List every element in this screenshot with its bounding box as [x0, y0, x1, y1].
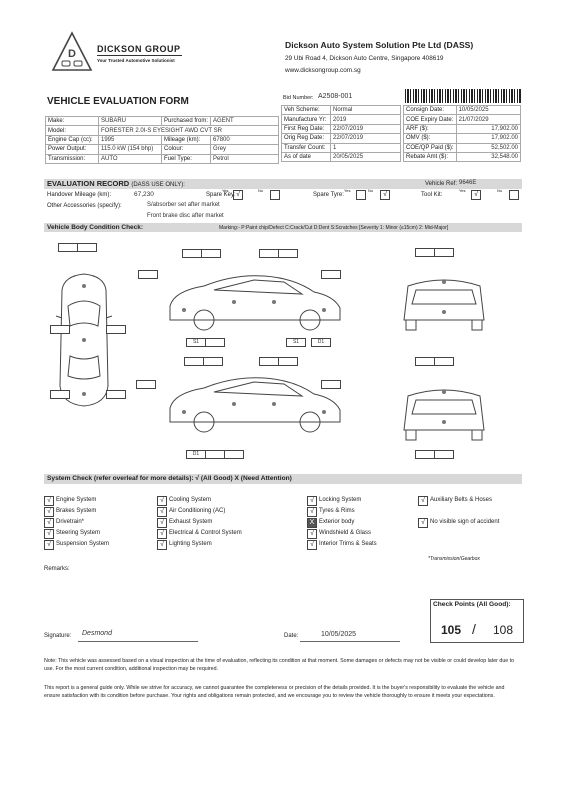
- system-check-box[interactable]: √: [307, 529, 317, 539]
- system-check-box[interactable]: √: [44, 507, 54, 517]
- model-value: FORESTER 2.0I-S EYESIGHT AWD CVT SR: [99, 126, 279, 135]
- model-label: Model:: [46, 126, 99, 135]
- scheme-label: Veh Scheme:: [282, 106, 331, 115]
- damage-box[interactable]: [184, 357, 204, 366]
- system-check-box[interactable]: √: [157, 529, 167, 539]
- system-row: [44, 507, 144, 518]
- system-col-2: [157, 496, 297, 551]
- power-row: [46, 145, 279, 154]
- accessory-item: S/absorber set after market: [147, 202, 220, 208]
- transfer-value: 1: [331, 143, 401, 152]
- damage-box[interactable]: [205, 450, 225, 459]
- damage-mark-s1[interactable]: S1: [186, 338, 206, 347]
- spare-tyre-yes-box[interactable]: [356, 190, 366, 200]
- company-address: 29 Ubi Road 4, Dickson Auto Centre, Singapore 408619: [285, 55, 444, 62]
- eval-title-text: EVALUATION RECORD: [47, 179, 130, 188]
- orig-reg-label: Orig Reg Date:: [282, 134, 331, 143]
- barcode: [405, 89, 521, 103]
- system-check-box-attention[interactable]: X: [307, 518, 317, 528]
- system-check-box[interactable]: √: [157, 518, 167, 528]
- system-label: Suspension System: [56, 541, 110, 547]
- asof-label: As of date: [282, 152, 331, 161]
- damage-box[interactable]: [205, 338, 225, 347]
- tool-kit-yes-box[interactable]: √: [471, 190, 481, 200]
- system-row: [307, 507, 417, 518]
- coe-paid-label: COE/QP Paid ($):: [404, 143, 457, 152]
- power-label: Power Output:: [46, 145, 99, 154]
- damage-mark-s1[interactable]: S1: [286, 338, 306, 347]
- system-label: Lighting System: [169, 541, 212, 547]
- damage-box[interactable]: [415, 450, 435, 459]
- manuf-value: 2019: [331, 115, 401, 124]
- system-row: [307, 518, 417, 529]
- colour-label: Colour:: [162, 145, 211, 154]
- system-check-box[interactable]: √: [418, 518, 428, 528]
- system-row: [307, 496, 417, 507]
- body-check-title: Vehicle Body Condition Check:: [47, 224, 144, 231]
- system-check-box[interactable]: √: [157, 507, 167, 517]
- date-value: 10/05/2025: [321, 631, 357, 638]
- signature-name: Desmond: [82, 630, 112, 637]
- system-check-box[interactable]: √: [44, 496, 54, 506]
- system-check-box[interactable]: √: [157, 496, 167, 506]
- damage-box[interactable]: [434, 450, 454, 459]
- scheme-row: [282, 106, 401, 115]
- signature-label: Signature:: [44, 633, 72, 639]
- group-rule: [97, 55, 182, 56]
- date-line: [300, 641, 400, 642]
- make-value: SUBARU: [99, 117, 162, 126]
- company-logo: [50, 30, 94, 74]
- fuel-label: Fuel Type:: [162, 154, 211, 163]
- trans-label: Transmission:: [46, 154, 99, 163]
- accessory-item: Front brake disc after market: [147, 213, 224, 219]
- system-label: Brakes System: [56, 508, 97, 514]
- model-row: [46, 126, 279, 135]
- system-check-box[interactable]: √: [418, 496, 428, 506]
- system-col-4: [418, 496, 522, 529]
- system-label: No visible sign of accident: [430, 519, 500, 525]
- system-check-box[interactable]: √: [307, 496, 317, 506]
- orig-reg-value: 22/07/2019: [331, 134, 401, 143]
- first-reg-value: 22/07/2019: [331, 124, 401, 133]
- vehicle-ref-value: 9646E: [459, 180, 477, 186]
- group-name: DICKSON GROUP: [97, 44, 181, 54]
- damage-box[interactable]: [434, 357, 454, 366]
- spare-key-no-label: No: [258, 188, 264, 193]
- system-row: [307, 540, 417, 551]
- transfer-label: Transfer Count:: [282, 143, 331, 152]
- damage-box[interactable]: [321, 270, 341, 279]
- system-row: [418, 518, 522, 529]
- consign-label: Consign Date:: [404, 106, 457, 115]
- system-row: [44, 496, 144, 507]
- rebate-value: 32,548.00: [456, 152, 520, 161]
- make-row: [46, 117, 279, 126]
- system-label: Electrical & Control System: [169, 530, 242, 536]
- system-check-box[interactable]: √: [44, 518, 54, 528]
- damage-mark-d1[interactable]: D1: [311, 338, 331, 347]
- damage-box[interactable]: [203, 357, 223, 366]
- checkpoints-slash: /: [472, 621, 476, 637]
- coe-paid-row: [404, 143, 521, 152]
- coe-exp-row: [404, 115, 521, 124]
- omv-value: 17,902.00: [456, 134, 520, 143]
- arf-label: ARF ($):: [404, 124, 457, 133]
- tool-kit-label: Tool Kit:: [421, 192, 443, 198]
- spare-key-no-box[interactable]: [270, 190, 280, 200]
- damage-box[interactable]: [415, 248, 435, 257]
- system-row: [157, 540, 297, 551]
- checkpoints-good: 105: [441, 623, 462, 637]
- omv-row: [404, 134, 521, 143]
- tool-kit-yes-label: Yes: [459, 188, 466, 193]
- form-title: VEHICLE EVALUATION FORM: [47, 96, 189, 107]
- system-footnote: *Transmission/Gearbox: [428, 556, 480, 562]
- mileage-label: Mileage (km):: [162, 135, 211, 144]
- damage-mark-d1[interactable]: D1: [186, 450, 206, 459]
- mileage-value: 67800: [211, 135, 279, 144]
- tool-kit-no-label: No: [497, 188, 503, 193]
- system-col-3: [307, 496, 417, 551]
- consign-value: 10/05/2025: [456, 106, 520, 115]
- make-label: Make:: [46, 117, 99, 126]
- transfer-row: [282, 143, 401, 152]
- fuel-value: Petrol: [211, 154, 279, 163]
- trans-value: AUTO: [99, 154, 162, 163]
- scheme-value: Normal: [331, 106, 401, 115]
- spare-key-label: Spare Key:: [206, 192, 236, 198]
- damage-box[interactable]: [50, 390, 70, 399]
- car-diagrams: [44, 236, 524, 468]
- purchased-value: AGENT: [211, 117, 279, 126]
- omv-label: OMV ($):: [404, 134, 457, 143]
- spare-tyre-no-box[interactable]: √: [380, 190, 390, 200]
- system-row: [157, 496, 297, 507]
- eval-title: [47, 179, 185, 188]
- cap-value: 1995: [99, 135, 162, 144]
- damage-box[interactable]: [106, 325, 126, 334]
- damage-box[interactable]: [106, 390, 126, 399]
- damage-box[interactable]: [201, 249, 221, 258]
- eval-title-note: (DASS USE ONLY):: [131, 182, 185, 188]
- system-check-box[interactable]: √: [307, 507, 317, 517]
- rebate-label: Rebate Amt ($):: [404, 152, 457, 161]
- vehicle-info-table: [45, 116, 279, 164]
- system-row: [157, 507, 297, 518]
- handover-value: 67,230: [134, 191, 154, 198]
- first-reg-row: [282, 124, 401, 133]
- system-label: Windshield & Glass: [319, 530, 372, 536]
- system-check-box[interactable]: √: [44, 540, 54, 550]
- trans-row: [46, 154, 279, 163]
- arf-value: 17,902.00: [456, 124, 520, 133]
- manuf-label: Manufacture Yr:: [282, 115, 331, 124]
- first-reg-label: First Reg Date:: [282, 124, 331, 133]
- company-website: www.dicksongroup.com.sg: [285, 67, 361, 74]
- system-row: [418, 496, 522, 507]
- damage-box[interactable]: [278, 249, 298, 258]
- system-label: Auxiliary Belts & Hoses: [430, 497, 493, 503]
- colour-value: Grey: [211, 145, 279, 154]
- asof-value: 20/05/2025: [331, 152, 401, 161]
- coe-paid-value: 52,502.00: [456, 143, 520, 152]
- remarks-area[interactable]: [44, 576, 424, 616]
- signature-line: [78, 641, 198, 642]
- accessories-label: Other Accessories (specify):: [47, 203, 122, 209]
- damage-box[interactable]: [136, 380, 156, 389]
- body-marking-legend: Marking:- P:Paint chip/Defect C:Crack/Cut D:Dent S:Scratches [Severity 1: Minor (≤15cm) 2: Mid-Major]: [219, 225, 449, 231]
- financial-table: [403, 105, 521, 162]
- system-check-box[interactable]: √: [44, 529, 54, 539]
- system-row: [307, 529, 417, 540]
- system-row: [157, 518, 297, 529]
- consign-row: [404, 106, 521, 115]
- spare-tyre-no-label: No: [368, 188, 374, 193]
- remarks-label: Remarks:: [44, 566, 70, 572]
- system-label: Engine System: [56, 497, 97, 503]
- system-row: [44, 540, 144, 551]
- coe-exp-value: 21/07/2029: [456, 115, 520, 124]
- svg-text:D: D: [68, 48, 76, 60]
- tool-kit-no-box[interactable]: [509, 190, 519, 200]
- date-label: Date:: [284, 633, 299, 639]
- spare-key-yes-box[interactable]: √: [233, 190, 243, 200]
- damage-box[interactable]: [259, 357, 279, 366]
- system-label: Interior Trims & Seats: [319, 541, 377, 547]
- vehicle-ref-label: Vehicle Ref:: [425, 181, 458, 187]
- system-label: Locking System: [319, 497, 362, 503]
- manuf-row: [282, 115, 401, 124]
- system-row: [157, 529, 297, 540]
- spare-tyre-label: Spare Tyre:: [313, 192, 344, 198]
- registration-table: [281, 105, 401, 162]
- system-row: [44, 518, 144, 529]
- coe-exp-label: COE Expiry Date:: [404, 115, 457, 124]
- system-label: Drivetrain*: [56, 519, 85, 525]
- bid-value: A2508-001: [318, 93, 353, 100]
- system-label: Exhaust System: [169, 519, 213, 525]
- system-col-1: [44, 496, 144, 551]
- arf-row: [404, 124, 521, 133]
- checkpoints-total: 108: [493, 623, 514, 637]
- cap-row: [46, 135, 279, 144]
- system-check-title: System Check (refer overleaf for more details): √ (All Good) X (Need Attention): [47, 475, 292, 482]
- purchased-label: Purchased from:: [162, 117, 211, 126]
- damage-box[interactable]: [415, 357, 435, 366]
- damage-box[interactable]: [58, 243, 78, 252]
- handover-label: Handover Mileage (km):: [47, 192, 112, 198]
- damage-box[interactable]: [259, 249, 279, 258]
- system-label: Cooling System: [169, 497, 212, 503]
- system-label: Exterior body: [319, 519, 355, 525]
- damage-box[interactable]: [224, 450, 244, 459]
- system-row: [44, 529, 144, 540]
- note-disclaimer: Note: This vehicle was assessed based on a visual inspection at the time of evaluation, reflecting its condition at that moment. Some damages or defects may not be visible or could develop later due to use. For the most current condition, additional inspection may be required.: [44, 658, 515, 672]
- system-label: Steering System: [56, 530, 101, 536]
- damage-box[interactable]: [182, 249, 202, 258]
- rebate-row: [404, 152, 521, 161]
- damage-box[interactable]: [77, 243, 97, 252]
- company-name: Dickson Auto System Solution Pte Ltd (DASS): [285, 40, 474, 50]
- system-label: Tyres & Rims: [319, 508, 355, 514]
- power-value: 115.0 kW (154 bhp): [99, 145, 162, 154]
- group-tagline: Your Trusted Automotive Solutionist: [97, 58, 175, 63]
- damage-box[interactable]: [321, 380, 341, 389]
- damage-box[interactable]: [434, 248, 454, 257]
- system-check-box[interactable]: √: [307, 540, 317, 550]
- asof-row: [282, 152, 401, 161]
- system-spacer: [418, 507, 522, 518]
- spare-key-yes-label: Yes: [222, 188, 229, 193]
- checkpoints-label: Check Points (All Good):: [433, 601, 511, 608]
- damage-box[interactable]: [50, 325, 70, 334]
- spare-tyre-yes-label: Yes: [344, 188, 351, 193]
- cap-label: Engine Cap (cc):: [46, 135, 99, 144]
- orig-reg-row: [282, 134, 401, 143]
- system-label: Air Conditioning (AC): [169, 508, 226, 514]
- damage-box[interactable]: [138, 270, 158, 279]
- damage-box[interactable]: [278, 357, 298, 366]
- system-check-box[interactable]: √: [157, 540, 167, 550]
- note-guide: This report is a general guide only. While we strive for accuracy, we cannot guarantee the completeness or precision of the details provided. It is the buyer's responsibility to evaluate the vehicle and ensure satisfaction with its condition before purchase. Your rights and obligations remain protected, and we encourage you to review the vehicle thoroughly to ensure it meets your expectations.: [44, 685, 505, 699]
- bid-label: Bid Number:: [283, 95, 314, 101]
